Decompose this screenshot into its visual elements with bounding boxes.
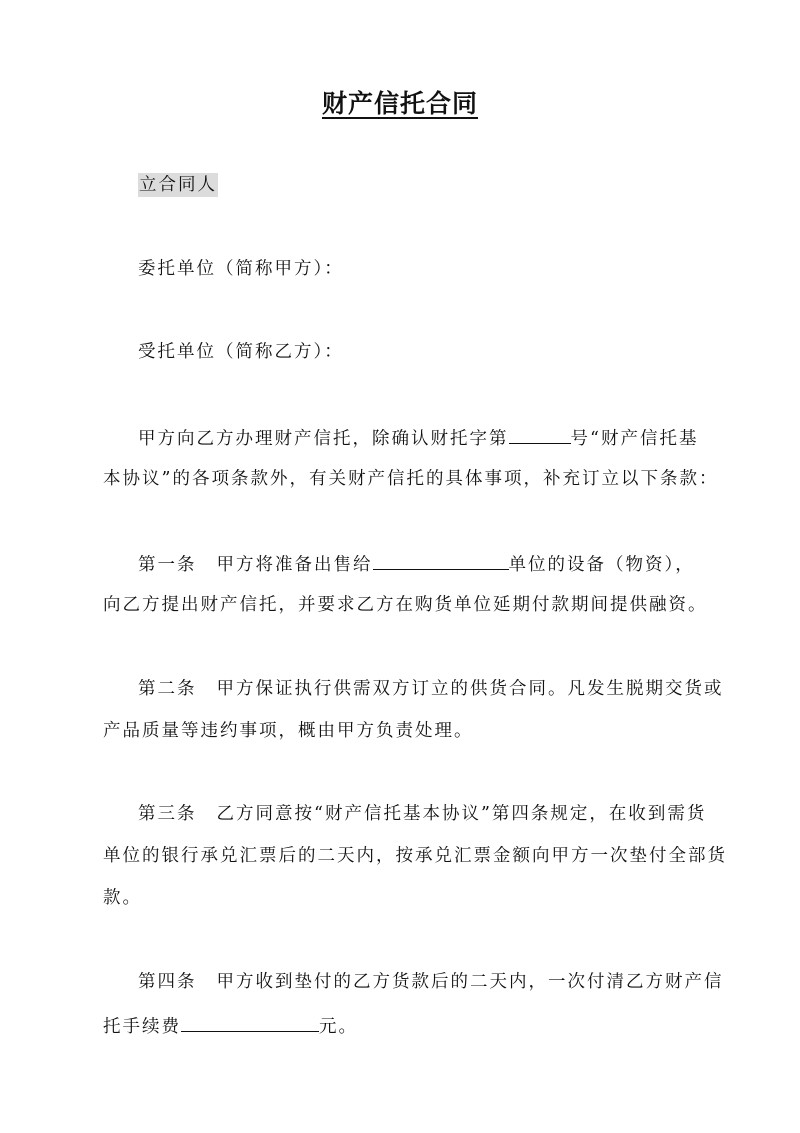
- article-1-text-1a: 甲方将准备出售给: [216, 555, 373, 575]
- article-4-number: 第四条: [138, 972, 197, 992]
- parties-heading-text: 立合同人: [139, 175, 217, 195]
- party-b-line: 受托单位（简称乙方）：: [138, 342, 344, 362]
- party-a-line: 委托单位（简称甲方）：: [138, 259, 344, 279]
- parties-heading: [138, 173, 218, 197]
- article-2-text-1: 甲方保证执行供需双方订立的供货合同。凡发生脱期交货或: [216, 679, 724, 699]
- article-4-text-1: 甲方收到垫付的乙方货款后的二天内，一次付清乙方财产信: [216, 972, 724, 992]
- blank-field-contract-number: [509, 425, 571, 444]
- article-3-text-1: 乙方同意按“财产信托基本协议”第四条规定，在收到需货: [216, 804, 707, 824]
- article-3-line-3: 款。: [103, 888, 142, 908]
- article-1-line-2: 向乙方提出财产信托，并要求乙方在购货单位延期付款期间提供融资。: [103, 595, 708, 615]
- blank-field-buyer: [373, 551, 509, 570]
- article-1-text-1b: 单位的设备（物资），: [508, 555, 695, 575]
- document-title: [0, 84, 800, 120]
- article-2-line-1: [138, 677, 724, 701]
- article-4-line-2: [103, 1013, 358, 1039]
- article-3-line-2: 单位的银行承兑汇票后的二天内，按承兑汇票金额向甲方一次垫付全部货: [103, 846, 727, 866]
- article-2-line-2: 产品质量等违约事项，概由甲方负责处理。: [103, 721, 474, 741]
- intro-line-1: [138, 425, 698, 451]
- article-2-number: 第二条: [138, 679, 197, 699]
- title-text: 财产信托合同: [321, 89, 478, 118]
- article-4-line-1: [138, 970, 724, 994]
- article-3-line-1: [138, 802, 706, 826]
- article-4-text-2a: 托手续费: [103, 1017, 181, 1037]
- article-3-number: 第三条: [138, 804, 197, 824]
- article-1-number: 第一条: [138, 555, 197, 575]
- intro-text-1a: 甲方向乙方办理财产信托，除确认财托字第: [138, 429, 509, 449]
- blank-field-fee-amount: [181, 1013, 319, 1032]
- article-4-text-2b: 元。: [319, 1017, 358, 1037]
- intro-line-2: 本协议”的各项条款外，有关财产信托的具体事项，补充订立以下条款：: [103, 469, 719, 489]
- article-1-line-1: [138, 551, 695, 577]
- intro-text-1b: 号“财产信托基: [570, 429, 699, 449]
